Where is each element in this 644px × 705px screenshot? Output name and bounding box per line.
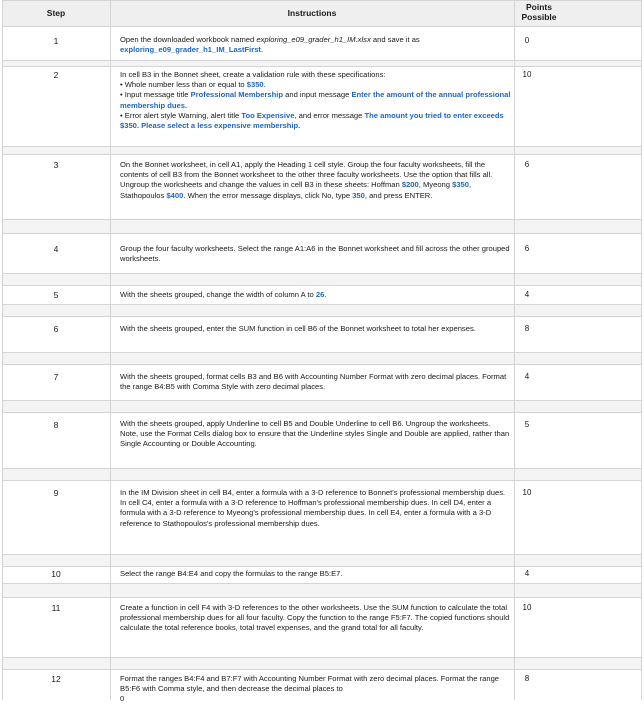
- instruction-text: On the Bonnet worksheet, in cell A1, apply the Heading 1 cell style. Group the four faculty worksheets, fill the contents of cell B3 from the Bonnet worksheet to the other three faculty worksheets. Use the option that fills all. Ungroup the worksheets and change the values in cell B3 in these sheets: Hoffman $200, Myeong $350, Stathopoulos $400. When the error message displays, click No, type 350, and press ENTER.: [120, 160, 493, 200]
- step-number: 10: [51, 569, 61, 579]
- points-value: 6: [524, 244, 530, 253]
- step-number: 7: [53, 372, 59, 382]
- header-points-possible: Points Possible: [521, 2, 557, 22]
- row-separator: [2, 583, 642, 597]
- step-number: 5: [53, 290, 59, 300]
- row-separator: [2, 468, 642, 480]
- points-value: 8: [524, 674, 530, 683]
- row-separator: [2, 304, 642, 316]
- step-number: 12: [51, 674, 61, 684]
- points-value: 10: [522, 488, 532, 497]
- points-value: 0: [524, 36, 530, 45]
- instruction-text: Group the four faculty worksheets. Select the range A1:A6 in the Bonnet worksheet and fill across the other grouped worksheets.: [120, 244, 510, 264]
- row-separator: [2, 273, 642, 285]
- header-step: Step: [46, 8, 66, 18]
- step-number: 1: [53, 36, 59, 46]
- header-instructions: Instructions: [287, 8, 337, 18]
- row-separator: [2, 400, 642, 412]
- points-value: 4: [524, 290, 530, 299]
- row-separator: [2, 352, 642, 364]
- instruction-text: With the sheets grouped, change the width of column A to 26.: [120, 290, 327, 299]
- step-number: 11: [51, 603, 61, 613]
- instruction-text: With the sheets grouped, enter the SUM function in cell B6 of the Bonnet worksheet to total her expenses.: [120, 324, 476, 333]
- row-separator: [2, 554, 642, 566]
- row-separator: [2, 219, 642, 233]
- step-number: 2: [53, 70, 59, 80]
- instruction-text: Select the range B4:E4 and copy the formulas to the range B5:E7.: [120, 569, 343, 578]
- instruction-text: In the IM Division sheet in cell B4, enter a formula with a 3-D reference to Bonnet's professional membership dues. In cell C4, enter a formula with a 3-D reference to Hoffman's professional membership dues. In cell D4, enter a formula with a 3-D reference to Myeong's professional membership dues. In cell E4, enter a formula with a 3-D reference to Stathopoulos's professional membership dues.: [120, 488, 506, 528]
- points-value: 6: [524, 160, 530, 169]
- step-number: 9: [53, 488, 59, 498]
- instructions-table: [2, 0, 642, 704]
- points-value: 10: [522, 70, 532, 79]
- points-value: 4: [524, 372, 530, 381]
- row-separator: [2, 146, 642, 154]
- step-number: 3: [53, 160, 59, 170]
- instruction-text: With the sheets grouped, apply Underline to cell B5 and Double Underline to cell B6. Ungroup the worksheets. Note, use the Format Cells dialog box to ensure that the Underline styles Single and Double are applied, rather than Single Accounting or Double Accounting.: [120, 419, 510, 449]
- points-value: 4: [524, 569, 530, 578]
- step-number: 6: [53, 324, 59, 334]
- points-value: 8: [524, 324, 530, 333]
- points-value: 10: [522, 603, 532, 612]
- instruction-text: With the sheets grouped, format cells B3 and B6 with Accounting Number Format with zero decimal places. Format the range B4:B5 with Comma Style with zero decimal places.: [120, 372, 507, 392]
- instruction-text: In cell B3 in the Bonnet sheet, create a validation rule with these specifications: • Whole number less than or equal to $350. • Input message title Professional Membership and input message Enter the amount of the annual professional membership dues. • Error alert style Warning, alert title Too Expensive, and error message The amount you tried to enter exceeds $350. Please select a less expensive membership.: [120, 70, 511, 131]
- row-separator: [2, 657, 642, 669]
- step-number: 4: [53, 244, 59, 254]
- instruction-text: Format the ranges B4:F4 and B7:F7 with Accounting Number Format with zero decimal places. Format the range B5:F6 with Comma style, and then decrease the decimal places to 0: [120, 674, 500, 704]
- points-value: 5: [524, 420, 530, 429]
- instruction-text: Open the downloaded workbook named exploring_e09_grader_h1_IM.xlsx and save it as exploring_e09_grader_h1_IM_LastFirst.: [120, 35, 420, 55]
- instruction-text: Create a function in cell F4 with 3-D references to the other worksheets. Use the SUM function to calculate the total professional membership dues for all four faculty. Copy the function to the range F5:F7. The copied functions should calculate the total reference books, total travel expenses, and the grand total for all faculty.: [120, 603, 510, 633]
- step-number: 8: [53, 420, 59, 430]
